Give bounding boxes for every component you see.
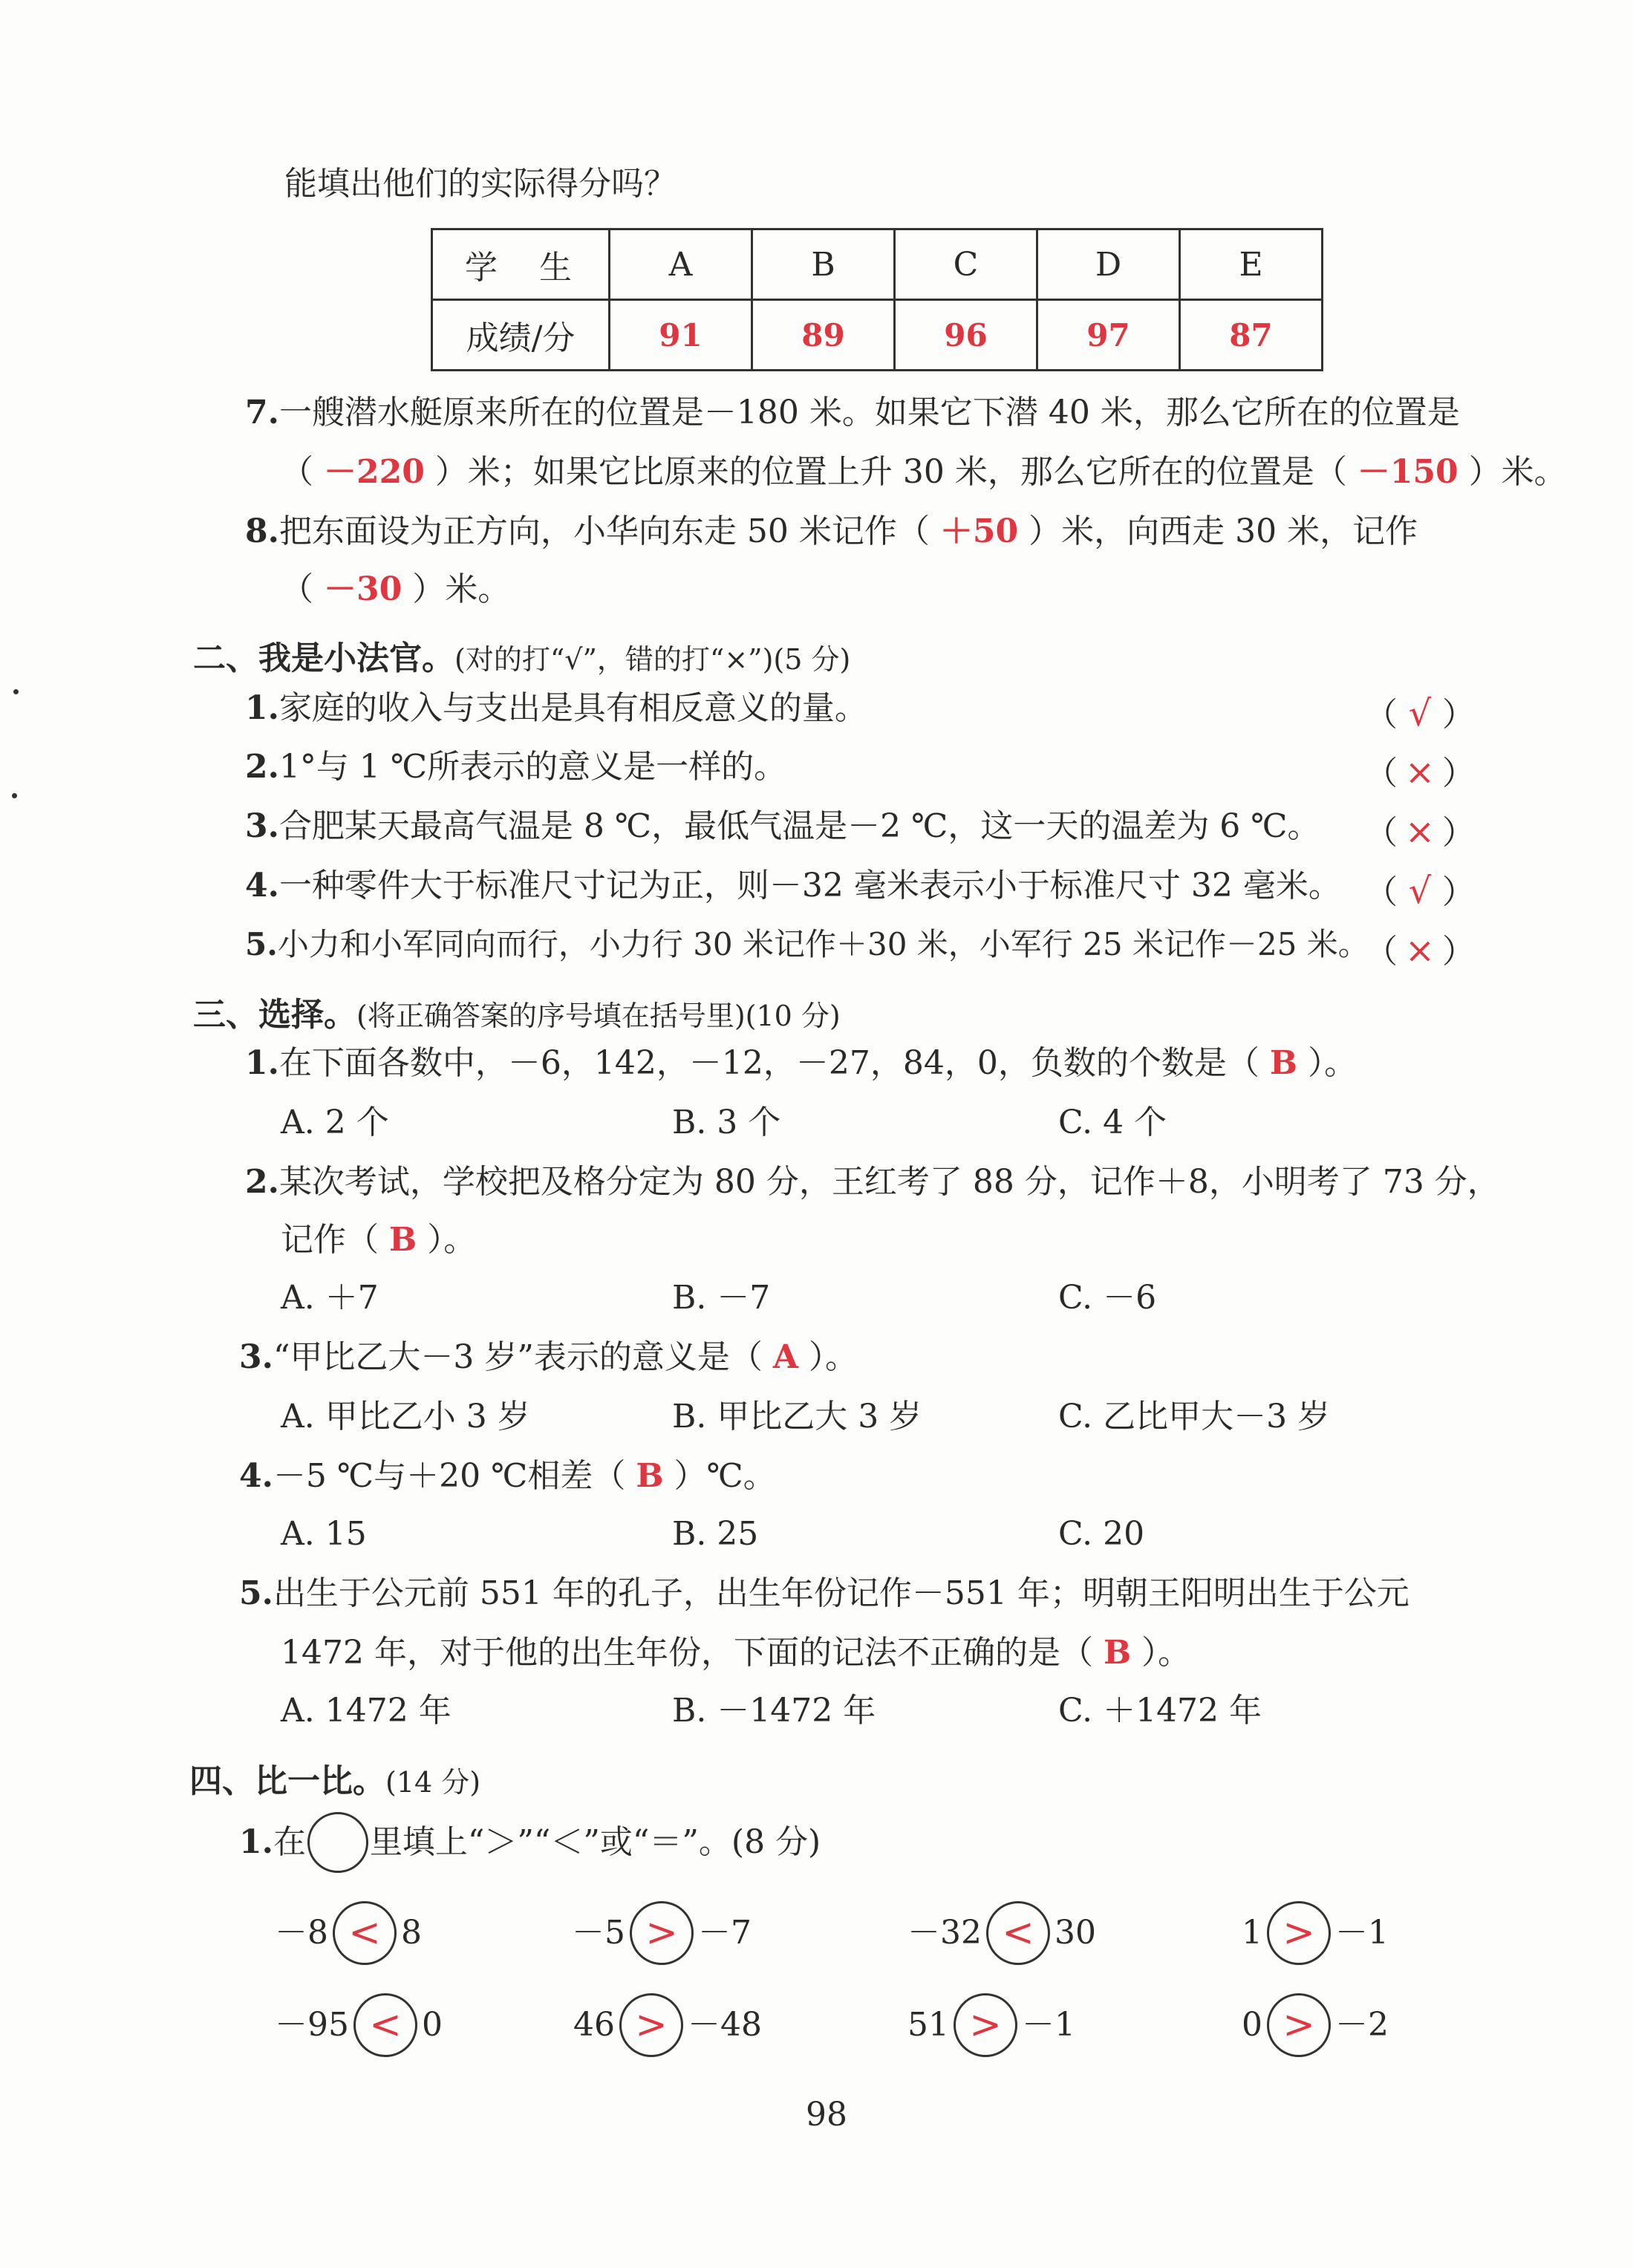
- paren: ）: [1442, 755, 1475, 792]
- table-row-label: 成绩/分: [432, 300, 610, 371]
- q7-paren: （: [281, 453, 313, 491]
- section-2-heading: 二、我是小法官。: [193, 639, 454, 677]
- compare-left: 0: [1242, 2006, 1262, 2044]
- option-c: C. 乙比甲大－3 岁: [1058, 1398, 1331, 1436]
- question-text: 在: [273, 1823, 306, 1861]
- question-text-end: ）。: [1308, 1044, 1357, 1082]
- q8-text: 把东面设为正方向，小华向东走 50 米记作（: [278, 512, 930, 550]
- choice-answer: B: [1103, 1634, 1132, 1672]
- student-cell: A: [610, 229, 752, 300]
- q8-line2: [281, 570, 511, 608]
- compare-symbol: >: [954, 1993, 1017, 2057]
- q7-answer-2: －150: [1357, 453, 1458, 491]
- paren: （: [1365, 933, 1398, 971]
- option-b: B. 3 个: [672, 1104, 781, 1141]
- section-2-title: [193, 631, 850, 679]
- q8-text-2: ）米，向西走 30 米，记作: [1029, 512, 1418, 550]
- question-text-end: ）℃。: [674, 1457, 776, 1495]
- item-number: 5.: [245, 926, 278, 962]
- choice-q3: [239, 1338, 858, 1376]
- compare-item: [275, 1993, 443, 2057]
- table-header-label: 学 生: [432, 229, 610, 300]
- paren: （: [1365, 696, 1398, 734]
- item-number: 1.: [239, 1823, 273, 1861]
- q7-answer-1: －220: [324, 453, 425, 491]
- compare-symbol: <: [353, 1993, 417, 2057]
- compare-symbol: <: [986, 1901, 1050, 1965]
- compare-left: 46: [573, 2006, 615, 2044]
- choice-q4: [239, 1457, 776, 1495]
- compare-right: －1: [1335, 1914, 1389, 1952]
- choice-q5-line1: [239, 1574, 1409, 1612]
- item-number: 4.: [245, 867, 279, 905]
- item-number: 1.: [245, 689, 279, 727]
- question-text: 某次考试，学校把及格分定为 80 分，王红考了 88 分，记作＋8，小明考了 73 分，: [278, 1163, 1500, 1201]
- item-text: 合肥某天最高气温是 8 ℃，最低气温是－2 ℃，这一天的温差为 6 ℃。: [278, 807, 1320, 845]
- option-b: B. －1472 年: [672, 1692, 876, 1730]
- compare-right: －2: [1335, 2006, 1389, 2044]
- question-text-end: ）。: [427, 1221, 477, 1259]
- section-3-heading: 三、选择。: [193, 996, 356, 1034]
- cross-mark: ×: [1404, 930, 1435, 971]
- option-a: A. 2 个: [281, 1104, 389, 1141]
- choice-q5-line2: [281, 1634, 1191, 1672]
- option-b: B. 甲比乙大 3 岁: [672, 1398, 922, 1436]
- intro-text: 能填出他们的实际得分吗？: [284, 165, 677, 203]
- choice-answer: B: [636, 1457, 664, 1495]
- student-cell: D: [1037, 229, 1180, 300]
- compare-item: [907, 1901, 1096, 1965]
- section-2-note: (对的打“√”，错的打“×”)(5 分): [454, 643, 851, 676]
- option-b: B. －7: [672, 1279, 771, 1317]
- compare-right: －7: [698, 1914, 752, 1952]
- compare-symbol: <: [333, 1901, 397, 1965]
- item-number: 1.: [245, 1044, 279, 1082]
- paren: ）: [1442, 814, 1475, 852]
- paren: （: [1365, 755, 1398, 792]
- q8-number: 8.: [245, 512, 279, 550]
- item-number: 5.: [239, 1574, 273, 1612]
- judge-item-3: [245, 807, 1320, 845]
- judge-item-5: [245, 926, 1369, 962]
- judge-item-1: [245, 689, 867, 727]
- paren: ）: [1442, 696, 1475, 734]
- margin-speck: [13, 689, 19, 694]
- compare-left: －5: [572, 1914, 625, 1952]
- compare-item: [572, 1901, 752, 1965]
- compare-item: [275, 1901, 422, 1965]
- compare-symbol: >: [619, 1993, 683, 2057]
- question-text-end: 里填上“＞”“＜”或“＝”。(8 分): [369, 1823, 821, 1861]
- cross-mark: ×: [1404, 752, 1435, 793]
- score-cell: 91: [610, 300, 752, 371]
- compare-left: －95: [275, 2006, 349, 2044]
- judge-answer-3: [1365, 806, 1475, 853]
- judge-item-2: [245, 748, 787, 786]
- compare-item: [1242, 1901, 1389, 1965]
- paren: （: [1365, 814, 1398, 852]
- student-cell: E: [1180, 229, 1323, 300]
- compare-right: 0: [422, 2006, 443, 2044]
- item-number: 2.: [245, 1163, 279, 1201]
- question-text-2: 1472 年，对于他的出生年份，下面的记法不正确的是（: [281, 1634, 1093, 1672]
- section-4-heading: 四、比一比。: [189, 1762, 385, 1800]
- option-c: C. －6: [1058, 1279, 1157, 1317]
- q7-line2: [281, 453, 1567, 491]
- question-text: 在下面各数中，－6，142，－12，－27，84，0，负数的个数是（: [278, 1044, 1259, 1082]
- q8-answer-2: －30: [324, 570, 402, 608]
- choice-q2-line2: [281, 1221, 477, 1259]
- option-a: A. 15: [281, 1515, 367, 1553]
- paren: （: [1365, 873, 1398, 911]
- option-c: C. 4 个: [1058, 1104, 1167, 1141]
- compare-symbol: >: [630, 1901, 694, 1965]
- item-text: 1°与 1 ℃所表示的意义是一样的。: [278, 748, 787, 786]
- item-number: 4.: [239, 1457, 273, 1495]
- compare-q1: [239, 1812, 821, 1873]
- choice-q2-line1: [245, 1163, 1500, 1201]
- question-text: 出生于公元前 551 年的孔子，出生年份记作－551 年；明朝王阳明出生于公元: [273, 1574, 1409, 1612]
- compare-left: －8: [275, 1914, 328, 1952]
- compare-right: 8: [401, 1914, 422, 1952]
- option-c: C. ＋1472 年: [1058, 1692, 1262, 1730]
- paren: ）: [1442, 873, 1475, 911]
- score-cell: 97: [1037, 300, 1180, 371]
- score-cell: 87: [1180, 300, 1323, 371]
- choice-answer: B: [1269, 1044, 1298, 1082]
- option-a: A. 1472 年: [281, 1692, 452, 1730]
- check-mark: √: [1408, 870, 1432, 912]
- judge-answer-1: [1365, 688, 1475, 735]
- compare-symbol: >: [1267, 1901, 1331, 1965]
- question-text: －5 ℃与＋20 ℃相差（: [273, 1457, 626, 1495]
- question-text-end: ）。: [1141, 1634, 1191, 1672]
- item-number: 3.: [245, 807, 279, 845]
- q7-text: 一艘潜水艇原来所在的位置是－180 米。如果它下潜 40 米，那么它所在的位置是: [278, 394, 1460, 431]
- table-header-row: [432, 229, 1323, 300]
- q7-number: 7.: [245, 394, 279, 431]
- option-c: C. 20: [1058, 1515, 1145, 1553]
- table-score-row: [432, 300, 1323, 371]
- q7-line1: [245, 394, 1460, 431]
- q8-text-3: ）米。: [412, 570, 511, 608]
- compare-item: [1242, 1993, 1389, 2057]
- option-a: A. 甲比乙小 3 岁: [281, 1398, 530, 1436]
- compare-right: －1: [1022, 2006, 1075, 2044]
- page-number: 98: [806, 2096, 847, 2134]
- judge-answer-5: [1365, 925, 1475, 972]
- compare-symbol: >: [1267, 1993, 1331, 2057]
- item-text: 一种零件大于标准尺寸记为正，则－32 毫米表示小于标准尺寸 32 毫米。: [278, 867, 1341, 905]
- q7-text-3: ）米。: [1468, 453, 1567, 491]
- item-number: 2.: [245, 748, 279, 786]
- choice-q1: [245, 1044, 1357, 1082]
- score-cell: 89: [752, 300, 895, 371]
- item-text: 小力和小军同向而行，小力行 30 米记作＋30 米，小军行 25 米记作－25 米。: [277, 926, 1369, 962]
- section-4-title: [189, 1754, 480, 1802]
- compare-item: [907, 1993, 1075, 2057]
- question-text-2: 记作（: [281, 1221, 379, 1259]
- option-b: B. 25: [672, 1515, 759, 1553]
- judge-item-4: [245, 867, 1341, 905]
- student-cell: B: [752, 229, 895, 300]
- blank-circle-icon: [307, 1812, 368, 1873]
- q8-line1: [245, 512, 1418, 550]
- paren: ）: [1442, 933, 1475, 971]
- compare-left: 1: [1242, 1914, 1262, 1952]
- question-text-end: ）。: [809, 1338, 858, 1376]
- compare-left: －32: [907, 1914, 982, 1952]
- compare-right: 30: [1055, 1914, 1096, 1952]
- item-number: 3.: [239, 1338, 273, 1376]
- section-4-note: (14 分): [385, 1766, 481, 1799]
- judge-answer-2: [1365, 746, 1475, 794]
- option-a: A. ＋7: [281, 1279, 379, 1317]
- q8-paren: （: [281, 570, 313, 608]
- section-3-note: (将正确答案的序号填在括号里)(10 分): [356, 1000, 841, 1032]
- student-cell: C: [895, 229, 1037, 300]
- check-mark: √: [1408, 693, 1432, 734]
- margin-speck: [12, 793, 17, 798]
- q8-answer-1: ＋50: [939, 512, 1019, 550]
- compare-left: 51: [907, 2006, 949, 2044]
- cross-mark: ×: [1404, 811, 1435, 853]
- score-cell: 96: [895, 300, 1037, 371]
- choice-answer: A: [772, 1338, 799, 1376]
- q7-text-2: ）米；如果它比原来的位置上升 30 米，那么它所在的位置是（: [434, 453, 1347, 491]
- score-table: [431, 228, 1323, 371]
- choice-answer: B: [389, 1221, 417, 1259]
- compare-item: [573, 1993, 762, 2057]
- item-text: 家庭的收入与支出是具有相反意义的量。: [278, 689, 867, 727]
- compare-right: －48: [688, 2006, 762, 2044]
- judge-answer-4: [1365, 865, 1475, 913]
- section-3-title: [193, 988, 841, 1035]
- question-text: “甲比乙大－3 岁”表示的意义是（: [273, 1338, 763, 1376]
